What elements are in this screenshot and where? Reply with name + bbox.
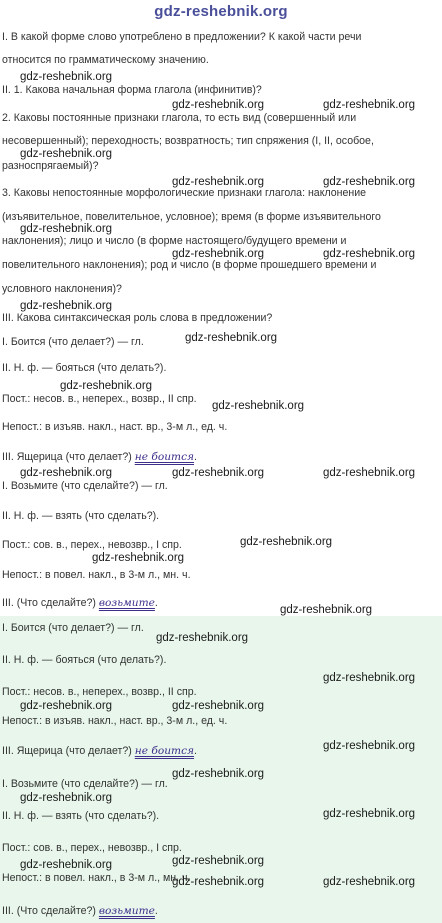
watermark: gdz-reshebnik.org: [20, 71, 113, 83]
parse1-line5-prefix: III. Ящерица (что делает?): [2, 451, 132, 463]
plan-intro-line1: I. В какой форме слово употреблено в предложении? К какой части речи: [2, 31, 362, 43]
watermark: gdz-reshebnik.org: [60, 380, 153, 392]
watermark: gdz-reshebnik.org: [172, 855, 265, 867]
watermark: gdz-reshebnik.org: [172, 467, 265, 479]
parse1-line1: I. Боится (что делает?) — гл.: [2, 336, 144, 348]
parse2-line4: Непост.: в повел. накл., в 3-м л., мн. ч.: [2, 569, 191, 581]
parse1-line2: II. Н. ф. — бояться (что делать?).: [2, 362, 167, 374]
site-header: [0, 0, 442, 22]
parse4-line2: II. Н. ф. — взять (что сделать?).: [2, 810, 160, 822]
watermark: gdz-reshebnik.org: [323, 99, 416, 111]
watermark: gdz-reshebnik.org: [323, 248, 416, 260]
parse2-line1: I. Возьмите (что сделайте?) — гл.: [2, 480, 168, 492]
watermark: gdz-reshebnik.org: [156, 632, 249, 644]
parse3-line5: III. Ящерица (что делает?) не боится.: [2, 745, 197, 757]
plan-question-3-line4: повелительного наклонения); род и число (в форме прошедшего времени и: [2, 259, 377, 271]
watermark: gdz-reshebnik.org: [240, 536, 333, 548]
parse2-line5-prefix: III. (Что сделайте?): [2, 597, 96, 609]
watermark: gdz-reshebnik.org: [185, 332, 278, 344]
plan-question-2-line3: разноспрягаемый)?: [2, 160, 99, 172]
parse4-line3: Пост.: сов. в., перех., невозвр., I спр.: [2, 842, 182, 854]
watermark: gdz-reshebnik.org: [172, 876, 265, 888]
watermark: gdz-reshebnik.org: [20, 792, 113, 804]
plan-question-3-line1: 3. Каковы непостоянные морфологические признаки глагола: наклонение: [2, 187, 367, 199]
parse4-line4: Непост.: в повел. накл., в 3-м л., мн. ч.: [2, 872, 191, 884]
parse3-line3: Пост.: несов. в., неперех., возвр., II спр.: [2, 686, 197, 698]
watermark: gdz-reshebnik.org: [323, 740, 416, 752]
parse4-line5: III. (Что сделайте?) возьмите.: [2, 905, 158, 917]
watermark: gdz-reshebnik.org: [172, 176, 265, 188]
plan-question-3-line2: (изъявительное, повелительное, условное); время (в форме изъявительного: [2, 211, 381, 223]
watermark: gdz-reshebnik.org: [20, 700, 113, 712]
plan-intro-line2: относится по грамматическому значению.: [2, 54, 209, 66]
watermark: gdz-reshebnik.org: [172, 248, 265, 260]
watermark: gdz-reshebnik.org: [20, 300, 113, 312]
parse4-line5-prefix: III. (Что сделайте?): [2, 905, 96, 917]
watermark: gdz-reshebnik.org: [172, 700, 265, 712]
watermark: gdz-reshebnik.org: [212, 400, 305, 412]
watermark: gdz-reshebnik.org: [92, 552, 185, 564]
parse3-line2: II. Н. ф. — бояться (что делать?).: [2, 654, 167, 666]
parse2-word: возьмите: [98, 597, 155, 609]
parse4-line1: I. Возьмите (что сделайте?) — гл.: [2, 778, 168, 790]
watermark: gdz-reshebnik.org: [20, 859, 113, 871]
parse3-line1: I. Боится (что делает?) — гл.: [2, 622, 144, 634]
plan-question-2-line1: 2. Каковы постоянные признаки глагола, то есть вид (совершенный или: [2, 112, 357, 124]
watermark: gdz-reshebnik.org: [20, 467, 113, 479]
watermark: gdz-reshebnik.org: [172, 768, 265, 780]
parse3-line5-prefix: III. Ящерица (что делает?): [2, 745, 132, 757]
parse1-line3: Пост.: несов. в., неперех., возвр., II спр.: [2, 393, 197, 405]
parse4-word: возьмите: [98, 905, 155, 917]
watermark: gdz-reshebnik.org: [323, 176, 416, 188]
parse2-line2: II. Н. ф. — взять (что сделать?).: [2, 510, 160, 522]
parse1-line4: Непост.: в изъяв. накл., наст. вр., 3-м л., ед. ч.: [2, 421, 228, 433]
plan-question-2-line2: несовершенный); переходность; возвратность; тип спряжения (I, II, особое,: [2, 135, 374, 147]
watermark: gdz-reshebnik.org: [280, 604, 373, 616]
plan-question-3-line3: наклонения); лицо и число (в форме настоящего/будущего времени и: [2, 235, 347, 247]
parse2-line3: Пост.: сов. в., перех., невозвр., I спр.: [2, 539, 182, 551]
watermark: gdz-reshebnik.org: [20, 148, 113, 160]
parse1-word: не боится: [134, 451, 195, 463]
parse3-line4: Непост.: в изъяв. накл., наст. вр., 3-м л., ед. ч.: [2, 715, 228, 727]
plan-question-4: III. Какова синтаксическая роль слова в предложении?: [2, 312, 273, 324]
watermark: gdz-reshebnik.org: [323, 672, 416, 684]
parse1-line5: III. Ящерица (что делает?) не боится.: [2, 451, 197, 463]
parse2-line5: III. (Что сделайте?) возьмите.: [2, 597, 158, 609]
parse3-word: не боится: [134, 745, 195, 757]
watermark: gdz-reshebnik.org: [323, 808, 416, 820]
plan-question-1: II. 1. Какова начальная форма глагола (инфинитив)?: [2, 84, 262, 96]
plan-question-3-line5: условного наклонения)?: [2, 283, 122, 295]
watermark: gdz-reshebnik.org: [172, 99, 265, 111]
watermark: gdz-reshebnik.org: [323, 467, 416, 479]
site-title[interactable]: gdz-reshebnik.org: [154, 3, 288, 20]
watermark: gdz-reshebnik.org: [20, 223, 113, 235]
watermark: gdz-reshebnik.org: [323, 876, 416, 888]
